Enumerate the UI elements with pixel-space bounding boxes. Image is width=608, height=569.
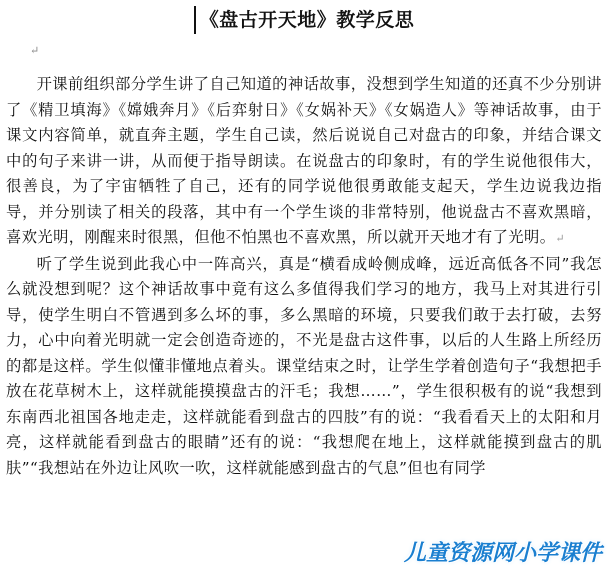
- watermark-logo: [402, 535, 604, 567]
- paragraph-1-text: 开课前组织部分学生讲了自己知道的神话故事，没想到学生知道的还真不少分别讲了《精卫填海》《嫦娥奔月》《后弈射日》《女娲补天》《女娲造人》等神话故事，由于课文内容简单，就直奔主题，学生自己读，然后说说自己对盘古的印象，并结合课文中的句子来讲一讲，从而便于指导朗读。在说盘古的印象时，有的学生说他很伟大，很善良，为了宇宙牺牲了自己，还有的同学说他很勇敢能支起天，学生边说我边指导，并分别读了相关的段落，其中有一个学生谈的非常特别，他说盘古不喜欢黑暗，喜欢光明，刚醒来时很黑，但他不怕黑也不喜欢黑，所以就开天地才有了光明。: [6, 75, 602, 246]
- paragraph-1: [6, 72, 602, 252]
- paragraph-mark-icon: ↵: [555, 232, 566, 245]
- watermark-text: 儿童资源网小学课件: [403, 540, 602, 566]
- paragraph-2: [6, 252, 602, 482]
- paragraph-2-text: 听了学生说到此我心中一阵高兴，真是“横看成岭侧成峰，远近高低各不同”我怎么就没想到呢？这个神话故事中竟有这么多值得我们学习的地方，我马上对其进行引导，使学生明白不管遇到多么坏的事，多么黑暗的环境，只要我们敢于去打破，去努力，心中向着光明就一定会创造奇迹的，不光是盘古这件事，以后的人生路上所经历的都是这样。学生似懂非懂地点着头。课堂结束之时，让学生学着创造句子“我想把手放在花草树木上，这样就能摸摸盘古的汗毛；我想……”，学生很积极有的说“我想到东南西北祖国各地走走，这样就能看到盘古的四肢”有的说：“我看看天上的太阳和月亮，这样就能看到盘古的眼睛”还有的说：“我想爬在地上，这样就能摸到盘古的肌肤”“我想站在外边让风吹一吹，这样就能感到盘古的气息”但也有同学: [6, 254, 602, 477]
- document-body: [6, 72, 602, 481]
- title-container: [0, 6, 608, 34]
- paragraph-mark-icon: ↵: [30, 44, 40, 57]
- page-title: 《盘古开天地》教学反思: [194, 6, 415, 34]
